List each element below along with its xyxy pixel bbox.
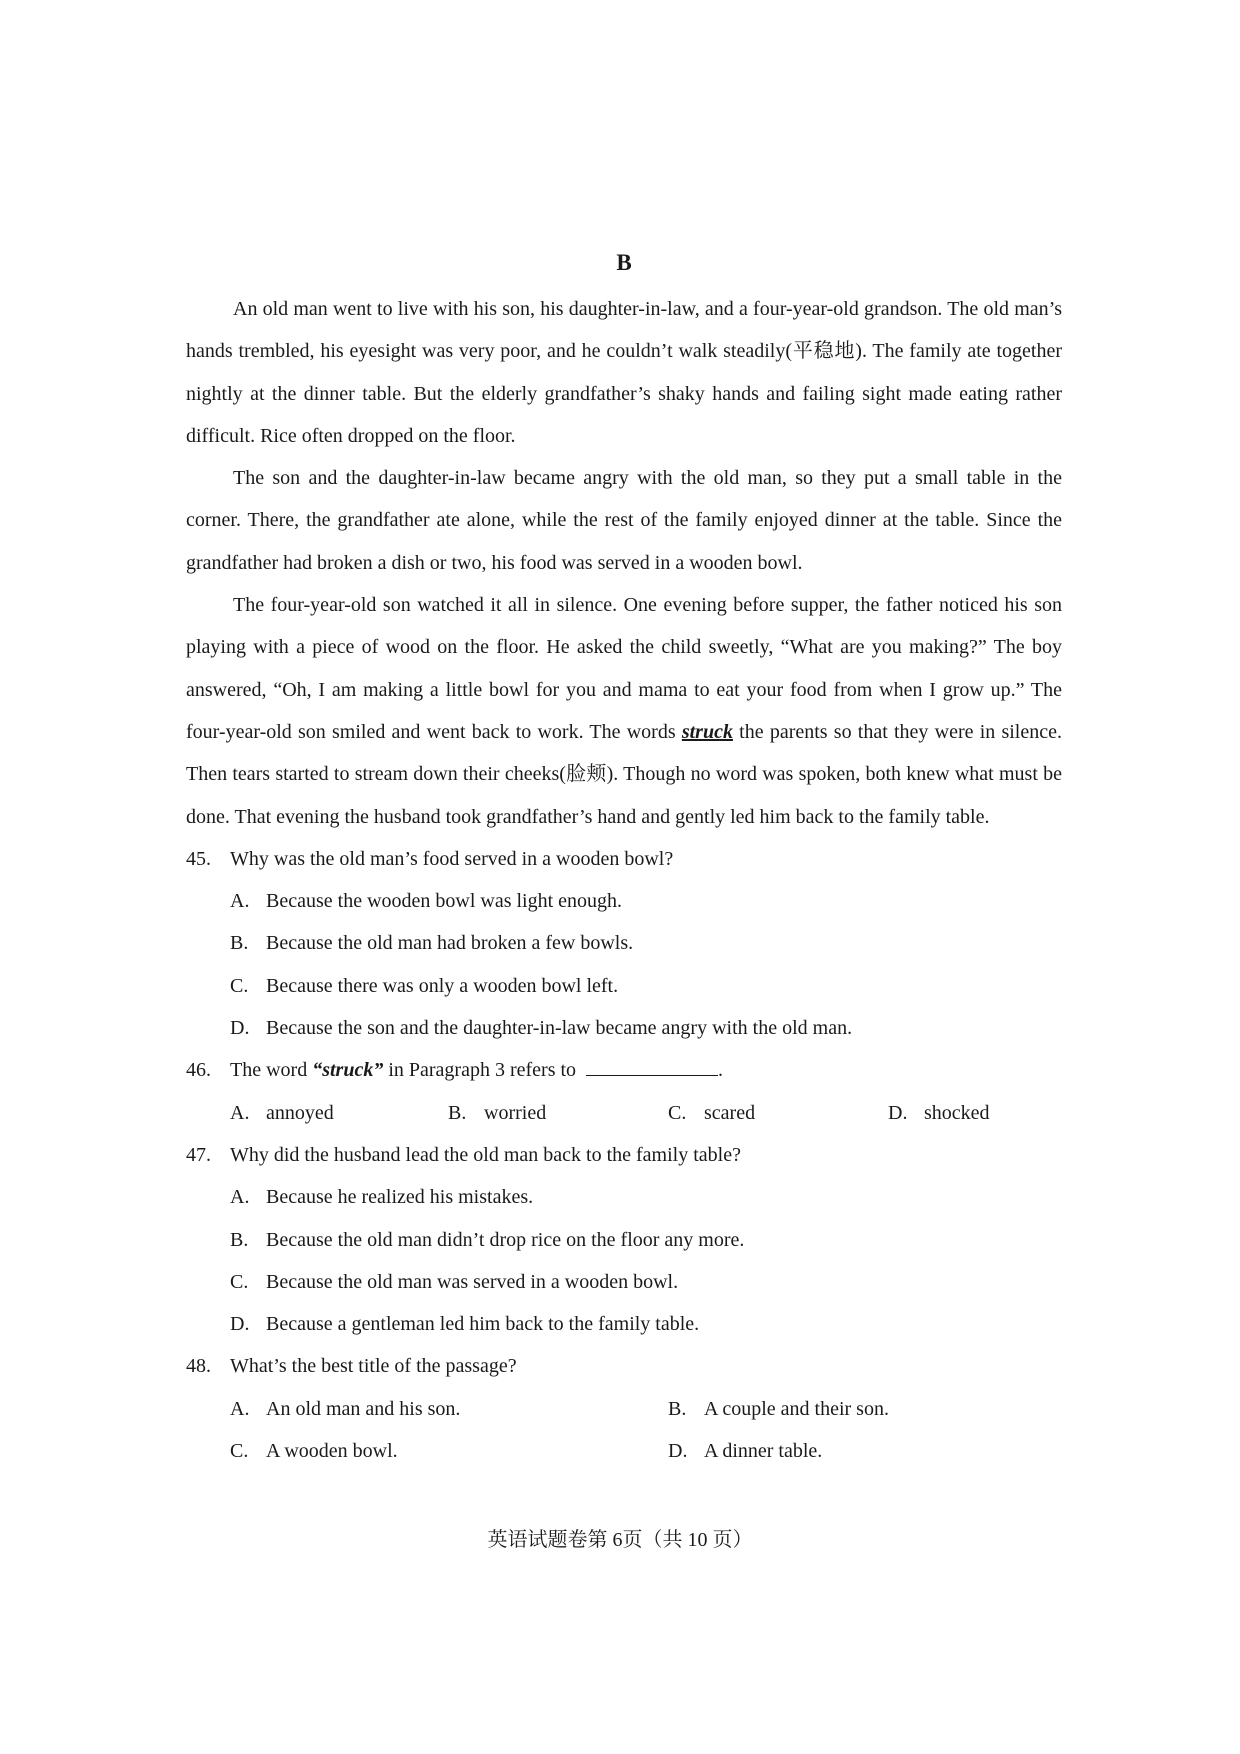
option-46-b[interactable]: [448, 1092, 546, 1134]
question-number: 45.: [186, 847, 211, 870]
option-47-a[interactable]: [186, 1176, 1062, 1218]
paragraph-3-after: the parents so that they were in silence. Then tears started to stream down their cheeks(脸颊). Though no word was spoken, both knew what must be done. That evening the husband took grandfather’s hand and gently led him back to the family table.: [186, 720, 1062, 828]
option-text: Because the son and the daughter-in-law became angry with the old man.: [266, 1017, 853, 1040]
option-45-c[interactable]: [186, 965, 1062, 1007]
paragraph-3-before: The four-year-old son watched it all in silence. One evening before supper, the father noticed his son playing with a piece of wood on the floor. He asked the child sweetly, “What are you making?” The boy answered, “Oh, I am making a little bowl for you and mama to eat your food from when I grow up.” The four-year-old son smiled and went back to work. The words: [186, 594, 1062, 743]
option-letter: C.: [668, 1101, 687, 1124]
option-letter: A.: [230, 890, 250, 913]
question-text-after: in Paragraph 3 refers to: [383, 1059, 577, 1082]
option-48-b[interactable]: [668, 1388, 889, 1430]
option-text: worried: [484, 1101, 547, 1124]
question-48: [186, 1345, 1062, 1387]
option-letter: D.: [668, 1440, 688, 1463]
option-text: A wooden bowl.: [266, 1440, 398, 1463]
option-47-b[interactable]: [186, 1219, 1062, 1261]
option-text: A dinner table.: [704, 1440, 823, 1463]
question-end: .: [718, 1059, 724, 1082]
option-45-a[interactable]: [186, 880, 1062, 922]
question-number: 48.: [186, 1355, 211, 1378]
option-text: Because a gentleman led him back to the family table.: [266, 1313, 700, 1336]
question-47: [186, 1134, 1062, 1176]
option-text: Because the old man didn’t drop rice on the floor any more.: [266, 1228, 745, 1251]
option-45-b[interactable]: [186, 922, 1062, 964]
option-46-d[interactable]: [888, 1092, 990, 1134]
option-48-a[interactable]: [230, 1388, 460, 1430]
option-letter: B.: [230, 1228, 249, 1251]
question-text: Why was the old man’s food served in a wooden bowl?: [230, 847, 674, 870]
passage-paragraph-3: [186, 584, 1062, 838]
option-text: Because the old man had broken a few bowls.: [266, 932, 634, 955]
question-text: Why did the husband lead the old man back to the family table?: [230, 1143, 741, 1166]
option-letter: C.: [230, 1270, 249, 1293]
option-text: An old man and his son.: [266, 1397, 461, 1420]
question-text: What’s the best title of the passage?: [230, 1355, 517, 1378]
exam-page: [186, 248, 1062, 1472]
question-46: [186, 1049, 1062, 1091]
option-text: Because the wooden bowl was light enough.: [266, 890, 623, 913]
passage-paragraph-1: An old man went to live with his son, his daughter-in-law, and a four-year-old grandson. The old man’s hands trembled, his eyesight was very poor, and he couldn’t walk steadily(平稳地). The family ate together nightly at the dinner table. But the elderly grandfather’s shaky hands and failing sight made eating rather difficult. Rice often dropped on the floor.: [186, 298, 1062, 447]
option-letter: D.: [888, 1101, 908, 1124]
option-letter: B.: [668, 1397, 687, 1420]
option-46-c[interactable]: [668, 1092, 755, 1134]
question-number: 47.: [186, 1143, 211, 1166]
option-letter: B.: [230, 932, 249, 955]
answer-blank[interactable]: [586, 1051, 718, 1076]
passage-paragraph-2: The son and the daughter-in-law became angry with the old man, so they put a small table in the corner. There, the grandfather ate alone, while the rest of the family enjoyed dinner at the table. Since the grandfather had broken a dish or two, his food was served in a wooden bowl.: [186, 467, 1062, 574]
option-letter: C.: [230, 1440, 249, 1463]
option-text: Because the old man was served in a wooden bowl.: [266, 1270, 679, 1293]
option-48-d[interactable]: [668, 1430, 822, 1472]
question-keyword: “struck”: [312, 1059, 384, 1082]
option-letter: A.: [230, 1101, 250, 1124]
option-letter: C.: [230, 974, 249, 997]
option-46-a[interactable]: [230, 1092, 334, 1134]
option-letter: D.: [230, 1017, 250, 1040]
options-48-row-1: [186, 1388, 1062, 1430]
option-letter: A.: [230, 1186, 250, 1209]
option-letter: D.: [230, 1313, 250, 1336]
section-title: B: [616, 250, 632, 275]
option-text: scared: [704, 1101, 756, 1124]
option-47-d[interactable]: [186, 1303, 1062, 1345]
option-text: Because he realized his mistakes.: [266, 1186, 534, 1209]
option-45-d[interactable]: [186, 1007, 1062, 1049]
option-text: shocked: [924, 1101, 990, 1124]
option-48-c[interactable]: [230, 1430, 398, 1472]
options-46: [186, 1092, 1062, 1134]
question-number: 46.: [186, 1059, 211, 1082]
option-text: annoyed: [266, 1101, 334, 1124]
question-text-before: The word: [230, 1059, 313, 1082]
highlighted-word: struck: [681, 720, 733, 743]
option-text: A couple and their son.: [704, 1397, 889, 1420]
options-48-row-2: [186, 1430, 1062, 1472]
option-47-c[interactable]: [186, 1261, 1062, 1303]
option-text: Because there was only a wooden bowl left.: [266, 974, 619, 997]
page-footer: 英语试题卷第 6页（共 10 页）: [487, 1529, 753, 1551]
option-letter: B.: [448, 1101, 467, 1124]
option-letter: A.: [230, 1397, 250, 1420]
question-45: [186, 838, 1062, 880]
